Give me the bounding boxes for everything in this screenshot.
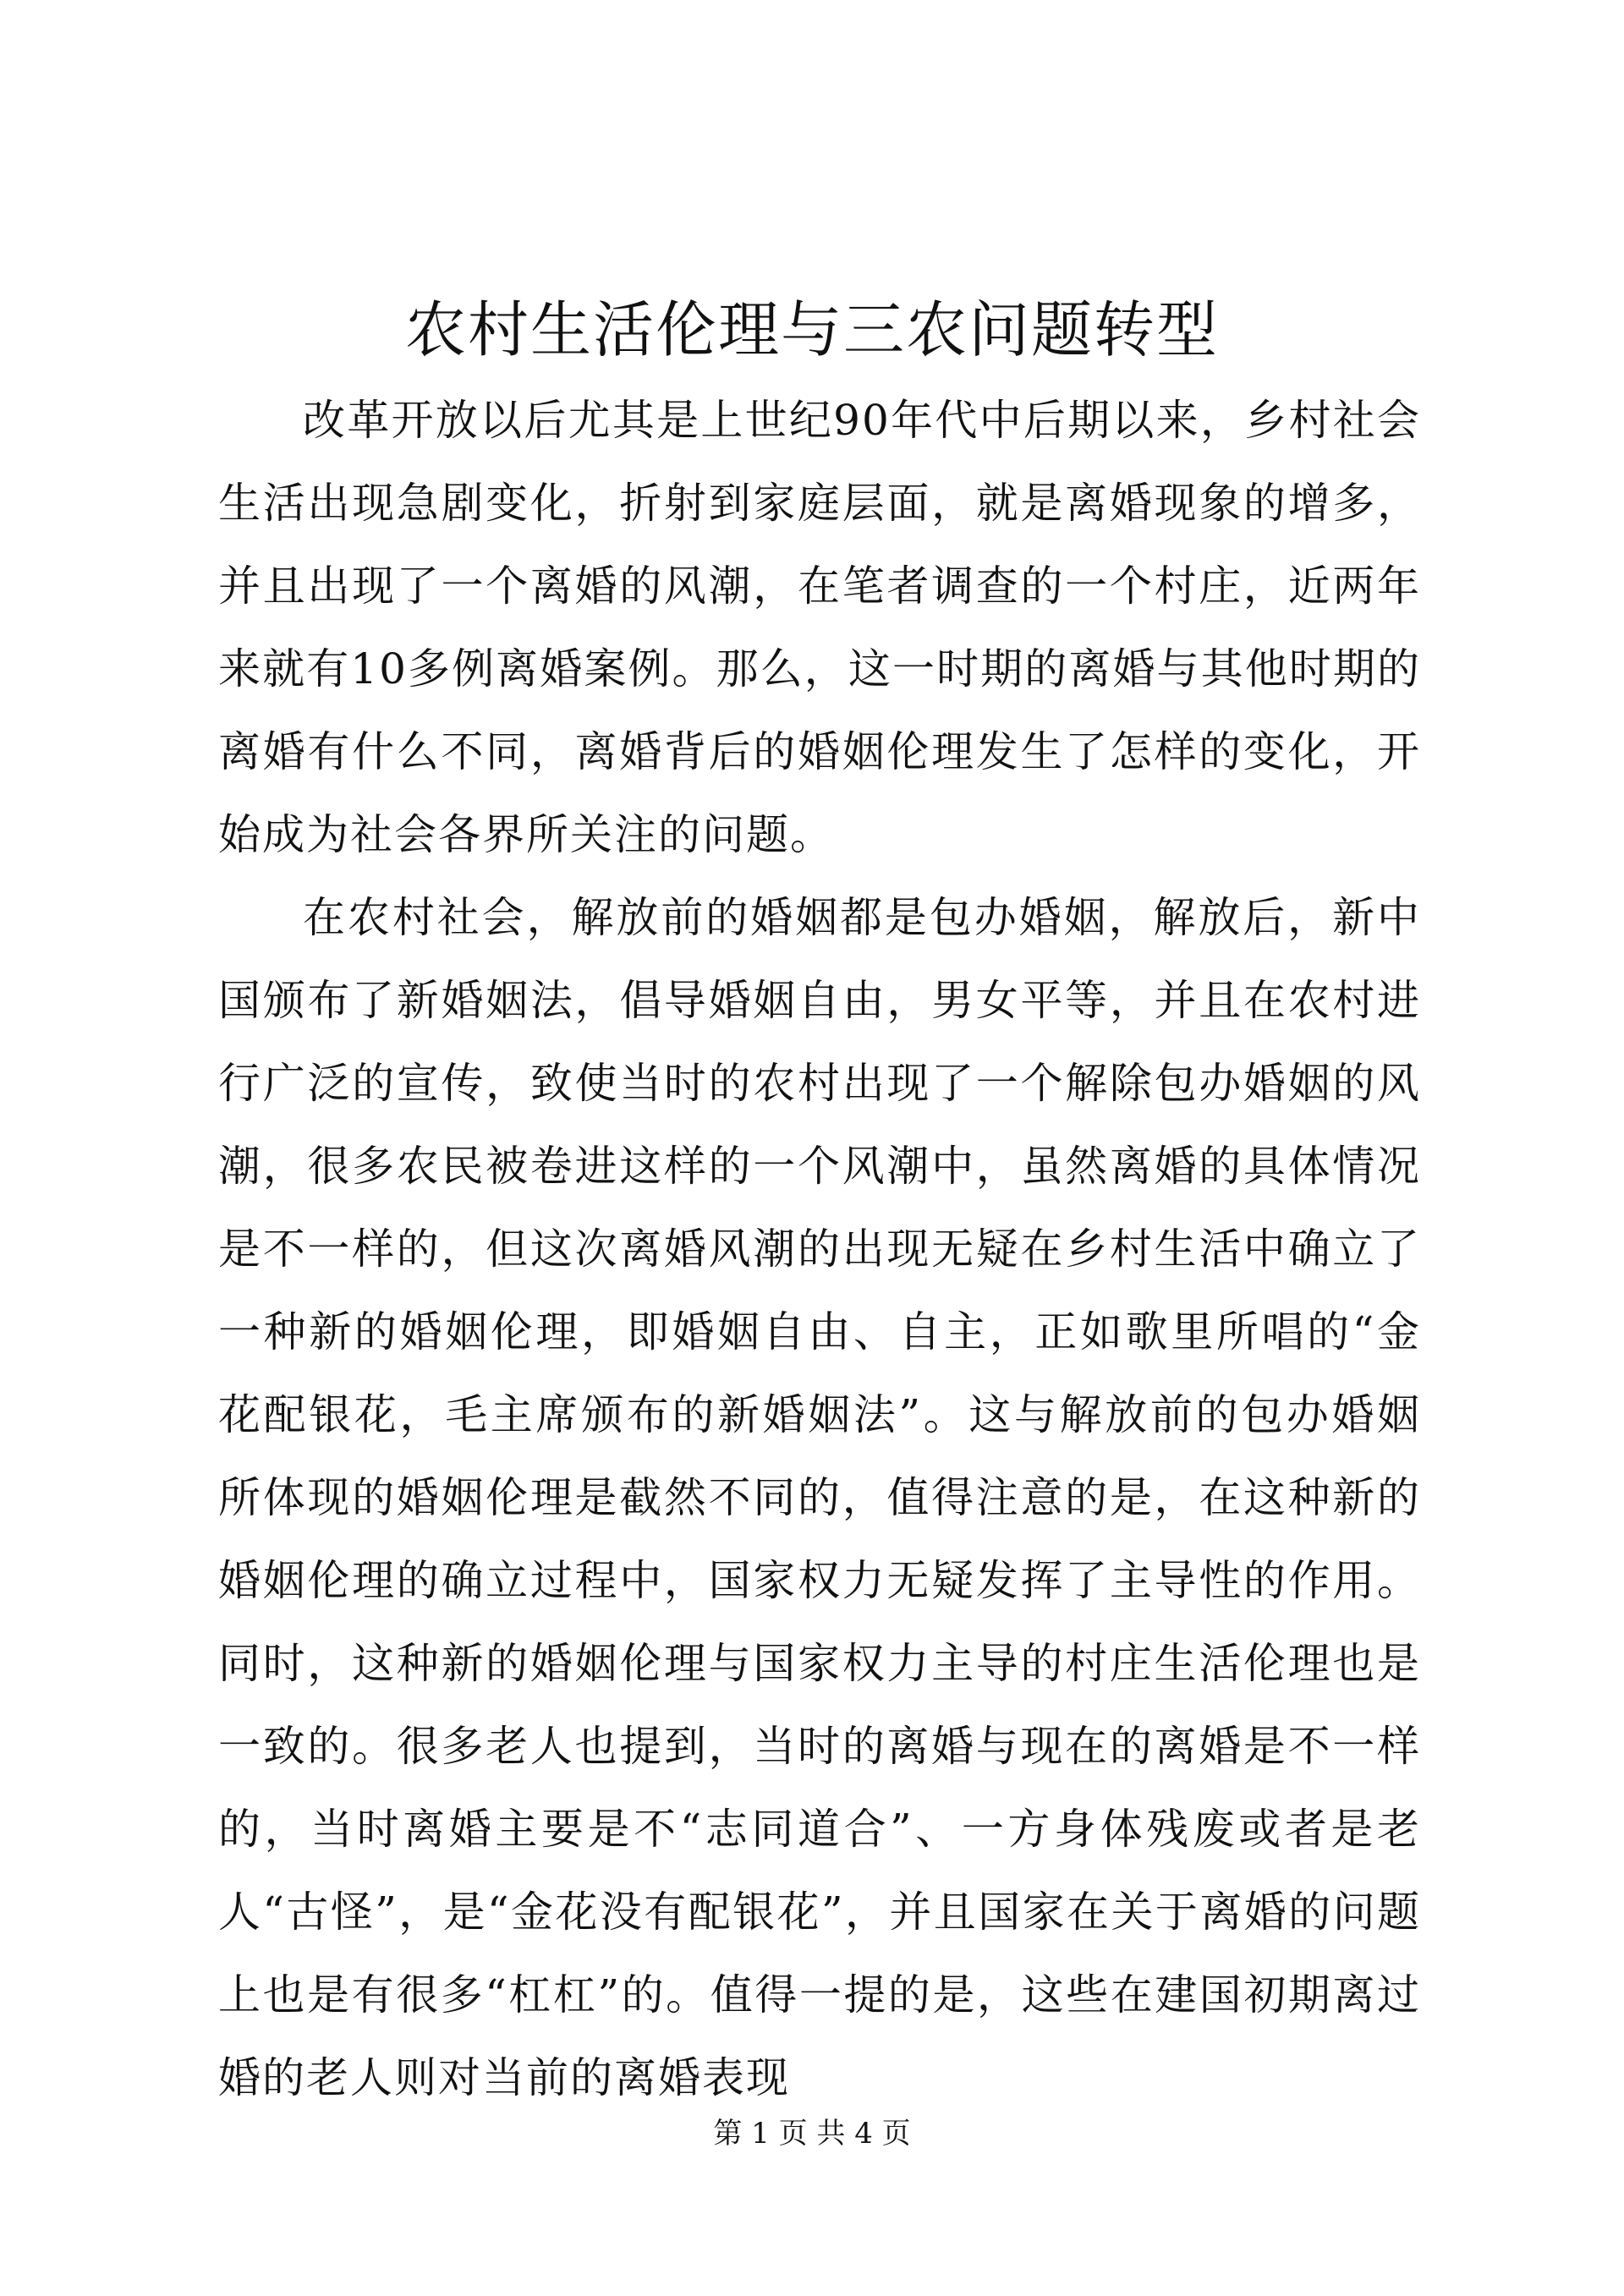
paragraph-1: 改革开放以后尤其是上世纪90年代中后期以来，乡村社会生活出现急剧变化，折射到家庭层面，就是离婚现象的增多，并且出现了一个离婚的风潮，在笔者调查的一个村庄，近两年来就有10多例离婚案例。那么，这一时期的离婚与其他时期的离婚有什么不同，离婚背后的婚姻伦理发生了怎样的变化，开始成为社会各界所关注的问题。 — [218, 396, 1421, 859]
document-title: 农村生活伦理与三农问题转型 — [404, 294, 1219, 365]
document-body — [218, 379, 1421, 2119]
page-footer: 第 1 页 共 4 页 — [713, 2117, 911, 2151]
paragraph-2: 在农村社会，解放前的婚姻都是包办婚姻，解放后，新中国颁布了新婚姻法，倡导婚姻自由，男女平等，并且在农村进行广泛的宣传，致使当时的农村出现了一个解除包办婚姻的风潮，很多农民被卷进这样的一个风潮中，虽然离婚的具体情况是不一样的，但这次离婚风潮的出现无疑在乡村生活中确立了一种新的婚姻伦理，即婚姻自由、自主，正如歌里所唱的“金花配银花，毛主席颁布的新婚姻法”。这与解放前的包办婚姻所体现的婚姻伦理是截然不同的，值得注意的是，在这种新的婚姻伦理的确立过程中，国家权力无疑发挥了主导性的作用。同时，这种新的婚姻伦理与国家权力主导的村庄生活伦理也是一致的。很多老人也提到，当时的离婚与现在的离婚是不一样的，当时离婚主要是不“志同道合”、一方身体残废或者是老人“古怪”，是“金花没有配银花”，并且国家在关于离婚的问题上也是有很多“杠杠”的。值得一提的是，这些在建国初期离过婚的老人则对当前的离婚表现 — [218, 893, 1421, 2102]
